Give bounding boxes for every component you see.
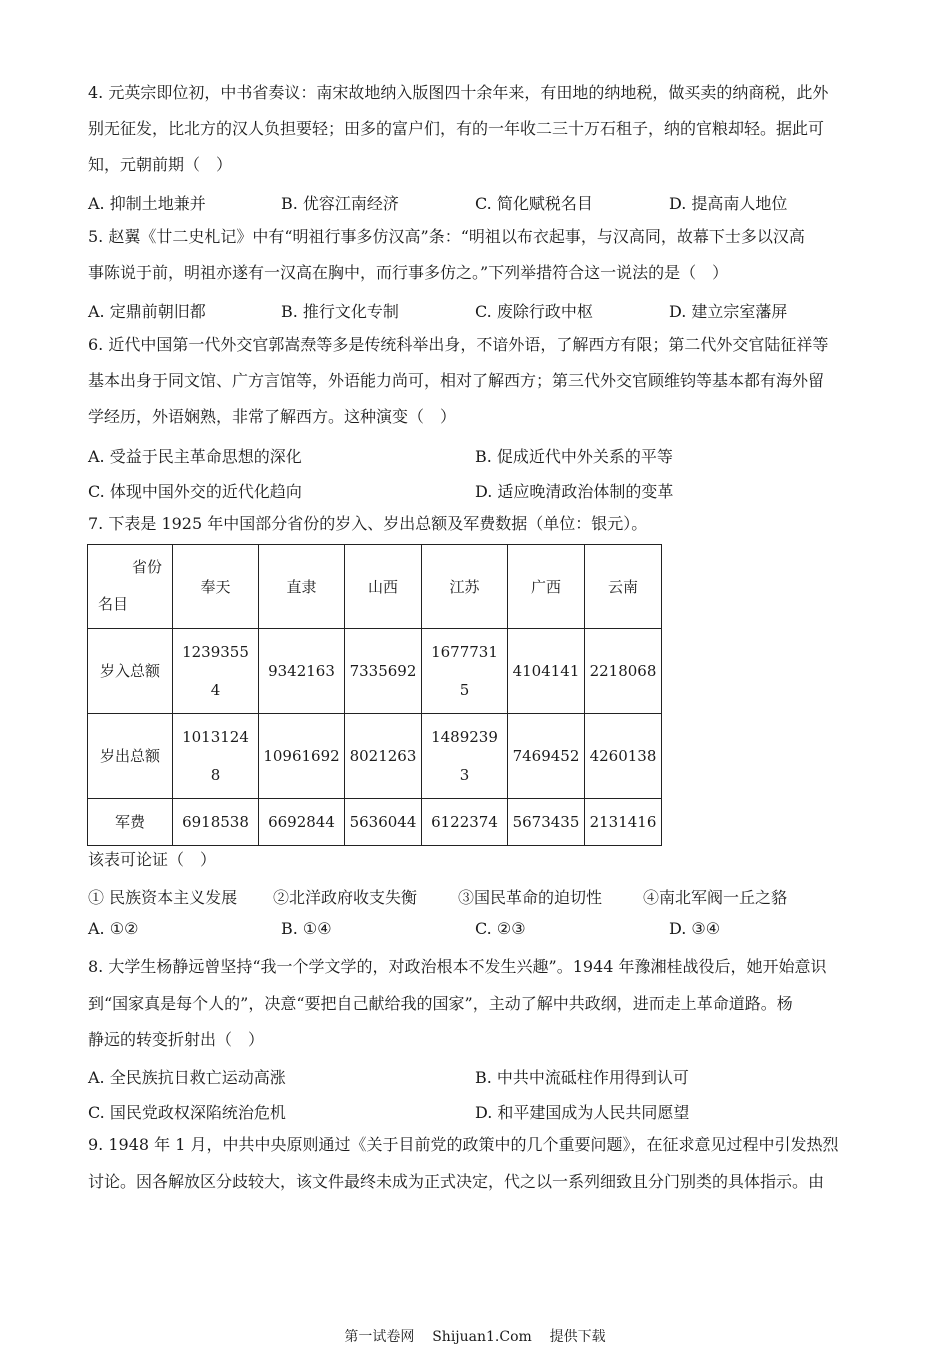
- q9-line-1: 9. 1948 年 1 月，中共中央原则通过《关于目前党的政策中的几个重要问题》，在征求意见过程中引发热烈: [88, 1135, 839, 1154]
- q4-line-1: 4. 元英宗即位初，中书省奏议：南宋故地纳入版图四十余年来，有田地的纳地税，做买卖的纳商税，此外: [88, 83, 829, 102]
- q7-option-d[interactable]: D. ③④: [669, 919, 721, 938]
- q8-line-3: 静远的转变折射出（ ）: [88, 1030, 265, 1049]
- q8-option-c[interactable]: C. 国民党政权深陷统治危机: [88, 1103, 286, 1122]
- province-header: 广西: [508, 545, 585, 629]
- cell-line-wrap: 5: [459, 681, 470, 699]
- cell-line: 1489239: [431, 728, 498, 746]
- q4-option-d[interactable]: D. 提高南人地位: [669, 194, 788, 213]
- table-cell: 5636044: [345, 799, 422, 846]
- q5-line-1: 5. 赵翼《廿二史札记》中有“明祖行事多仿汉高”条：“明祖以布衣起事，与汉高同，故幕下士多以汉高: [88, 227, 805, 246]
- cell-line: 1677731: [431, 643, 498, 661]
- cell-line-wrap: 8: [210, 766, 221, 784]
- table-cell: 6692844: [259, 799, 345, 846]
- province-header: 江苏: [422, 545, 508, 629]
- q6-line-2: 基本出身于同文馆、广方言馆等，外语能力尚可，相对了解西方；第三代外交官顾维钧等基本都有海外留: [88, 371, 825, 390]
- q7-statement-4: ④南北军阀一丘之貉: [643, 888, 788, 907]
- q7-option-b[interactable]: B. ①④: [281, 919, 332, 938]
- q7-statement-2: ②北洋政府收支失衡: [273, 888, 418, 907]
- table-cell: [173, 714, 259, 799]
- q7-statement-1: ① 民族资本主义发展: [88, 888, 238, 907]
- q6-option-b[interactable]: B. 促成近代中外关系的平等: [475, 447, 673, 466]
- q5-option-b[interactable]: B. 推行文化专制: [281, 302, 399, 321]
- table-corner-cell: [88, 545, 173, 629]
- q7-options: [88, 919, 868, 941]
- q4-options: [88, 191, 868, 213]
- q7-question: 该表可论证（ ）: [88, 850, 217, 869]
- row-label: 岁入总额: [88, 629, 173, 714]
- cell-line: 1013124: [182, 728, 249, 746]
- q5-option-d[interactable]: D. 建立宗室藩屏: [669, 302, 788, 321]
- table-cell: 7469452: [508, 714, 585, 799]
- table-cell: 9342163: [259, 629, 345, 714]
- q7-data-table: [87, 544, 662, 846]
- q8-option-a[interactable]: A. 全民族抗日救亡运动高涨: [88, 1068, 286, 1087]
- table-cell: 5673435: [508, 799, 585, 846]
- q5-option-c[interactable]: C. 废除行政中枢: [475, 302, 593, 321]
- province-header: 奉天: [173, 545, 259, 629]
- q7-option-c[interactable]: C. ②③: [475, 919, 526, 938]
- q8-line-1: 8. 大学生杨静远曾坚持“我一个学文学的，对政治根本不发生兴趣”。1944 年豫湘桂战役后，她开始意识: [88, 957, 827, 976]
- table-row: [88, 799, 662, 846]
- cell-line: 1239355: [182, 643, 249, 661]
- table-row: [88, 714, 662, 799]
- q7-option-a[interactable]: A. ①②: [88, 919, 139, 938]
- cell-line-wrap: 3: [459, 766, 470, 784]
- table-cell: 2131416: [585, 799, 662, 846]
- q7-statement-3: ③国民革命的迫切性: [458, 888, 603, 907]
- q7-intro: 7. 下表是 1925 年中国部分省份的岁入、岁出总额及军费数据（单位：银元）。: [88, 514, 648, 533]
- row-label: 军费: [88, 799, 173, 846]
- corner-label-items: 名目: [98, 595, 129, 613]
- q6-line-1: 6. 近代中国第一代外交官郭嵩焘等多是传统科举出身，不谙外语，了解西方有限；第二代外交官陆征祥等: [88, 335, 829, 354]
- q4-line-2: 别无征发，比北方的汉人负担要轻；田多的富户们，有的一年收二三十万石租子，纳的官粮却轻。据此可: [88, 119, 825, 138]
- q6-line-3: 学经历，外语娴熟，非常了解西方。这种演变（ ）: [88, 407, 457, 426]
- corner-label-provinces: 省份: [131, 558, 162, 576]
- q4-line-3: 知，元朝前期（ ）: [88, 155, 233, 174]
- q6-option-c[interactable]: C. 体现中国外交的近代化趋向: [88, 482, 302, 501]
- table-cell: 4260138: [585, 714, 662, 799]
- province-header: 云南: [585, 545, 662, 629]
- q8-option-b[interactable]: B. 中共中流砥柱作用得到认可: [475, 1068, 689, 1087]
- table-row: [88, 629, 662, 714]
- table-cell: 10961692: [259, 714, 345, 799]
- q5-options: [88, 299, 868, 321]
- table-header-row: [88, 545, 662, 629]
- province-header: 山西: [345, 545, 422, 629]
- q6-option-d[interactable]: D. 适应晚清政治体制的变革: [475, 482, 674, 501]
- q7-statements: [88, 885, 868, 907]
- table-cell: 6122374: [422, 799, 508, 846]
- table-cell: 8021263: [345, 714, 422, 799]
- q4-option-a[interactable]: A. 抑制土地兼并: [88, 194, 206, 213]
- page-footer: 第一试卷网 Shijuan1.Com 提供下载: [344, 1329, 606, 1345]
- table-cell: 6918538: [173, 799, 259, 846]
- q6-options-row-2: [88, 479, 868, 501]
- province-header: 直隶: [259, 545, 345, 629]
- q6-options-row-1: [88, 444, 868, 466]
- q4-option-c[interactable]: C. 简化赋税名目: [475, 194, 593, 213]
- q5-option-a[interactable]: A. 定鼎前朝旧都: [88, 302, 206, 321]
- row-label: 岁出总额: [88, 714, 173, 799]
- table-cell: [422, 629, 508, 714]
- q6-option-a[interactable]: A. 受益于民主革命思想的深化: [88, 447, 302, 466]
- q8-option-d[interactable]: D. 和平建国成为人民共同愿望: [475, 1103, 690, 1122]
- table-cell: 7335692: [345, 629, 422, 714]
- q4-option-b[interactable]: B. 优容江南经济: [281, 194, 399, 213]
- q8-options-row-2: [88, 1100, 868, 1122]
- cell-line-wrap: 4: [210, 681, 221, 699]
- q8-line-2: 到“国家真是每个人的”，决意“要把自己献给我的国家”，主动了解中共政纲，进而走上革命道路。杨: [88, 994, 793, 1013]
- table-cell: 2218068: [585, 629, 662, 714]
- table-cell: 4104141: [508, 629, 585, 714]
- table-cell: [173, 629, 259, 714]
- q8-options-row-1: [88, 1065, 868, 1087]
- table-cell: [422, 714, 508, 799]
- q5-line-2: 事陈说于前，明祖亦遂有一汉高在胸中，而行事多仿之。”下列举措符合这一说法的是（ ）: [88, 263, 729, 282]
- q9-line-2: 讨论。因各解放区分歧较大，该文件最终未成为正式决定，代之以一系列细致且分门别类的具体指示。由: [88, 1172, 825, 1191]
